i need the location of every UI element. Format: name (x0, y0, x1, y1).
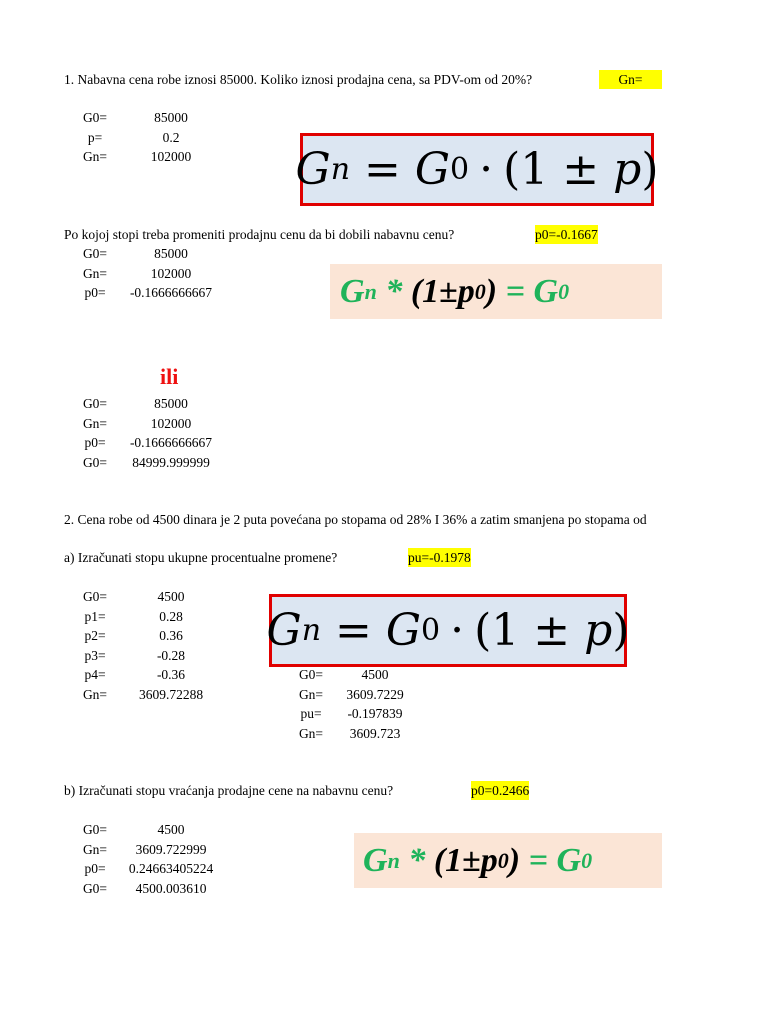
task1-question: 1. Nabavna cena robe iznosi 85000. Koliko iznosi prodajna cena, sa PDV-om od 20%? (64, 72, 533, 87)
formula-open: (1± (410, 272, 458, 310)
row-label: G0= (82, 589, 108, 604)
row-label: G0= (82, 110, 108, 125)
row-value: 102000 (150, 265, 192, 281)
row-value: 102000 (150, 149, 192, 164)
row-label: p0= (84, 285, 106, 300)
formula-sub-zero: 0 (497, 847, 509, 873)
row-value: -0.1666666667 (129, 435, 213, 450)
row-label: p1= (84, 608, 106, 624)
formula-close: ) (508, 841, 521, 879)
row-value: 0.2 (162, 129, 180, 145)
formula-equals: = (520, 841, 557, 879)
formula-sub-n: n (364, 278, 377, 304)
row-label: G0= (298, 667, 324, 682)
formula-sub-n: n (387, 847, 400, 873)
row-value: 3609.7229 (346, 686, 404, 702)
row-value: -0.1666666667 (129, 285, 213, 300)
row-label: p0= (84, 435, 106, 450)
formula-open: (1± (433, 841, 481, 879)
row-value: 4500 (157, 589, 185, 604)
row-label: Gn= (298, 686, 324, 702)
row-value: 85000 (154, 396, 188, 411)
formula-g: G (295, 144, 331, 195)
task1b-answer-cell: p0=-0.1667 (535, 227, 598, 242)
formula-g: G (363, 841, 388, 879)
row-value: 0.28 (159, 608, 183, 624)
row-value: 102000 (150, 415, 192, 431)
formula-close: ) (612, 605, 630, 656)
formula-open: (1 ± (503, 144, 614, 195)
task2a-answer-cell: pu=-0.1978 (408, 550, 471, 565)
formula-equals: = (335, 605, 372, 656)
row-value: 0.24663405224 (128, 861, 214, 876)
formula-star: * (399, 841, 434, 879)
row-value: 4500 (157, 822, 185, 837)
row-label: p3= (84, 647, 106, 663)
task2b-question: b) Izračunati stopu vraćanja prodajne cene na nabavnu cenu? (64, 783, 394, 798)
formula-box-2 (330, 264, 662, 319)
formula-sub-n: n (301, 613, 322, 648)
formula-g: G (385, 605, 422, 656)
row-value: 3609.722999 (135, 841, 207, 857)
task1-answer-cell: Gn= (599, 70, 662, 89)
row-value: 4500 (361, 667, 389, 682)
row-value: 85000 (154, 246, 188, 261)
formula-close: ) (641, 144, 659, 195)
task2-question: 2. Cena robe od 4500 dinara je 2 puta povećana po stopama od 28% I 36% a zatim smanjena po stopama od (64, 512, 647, 527)
ili-label: ili (160, 364, 179, 389)
row-label: Gn= (82, 686, 108, 702)
row-value: -0.197839 (347, 706, 403, 721)
formula-sub-n: n (330, 152, 351, 187)
row-value: 84999.999999 (132, 454, 210, 470)
formula-sub-zero: 0 (421, 613, 441, 648)
formula-p: p (480, 841, 498, 879)
task2b-answer-cell: p0=0.2466 (471, 783, 530, 798)
formula-p: p (584, 605, 613, 656)
row-label: Gn= (82, 149, 108, 164)
formula-star: * (376, 272, 411, 310)
row-value: 4500.003610 (135, 880, 207, 896)
row-value: -0.28 (156, 647, 186, 663)
formula-sub-zero: 0 (581, 847, 593, 873)
formula-p: p (457, 272, 475, 310)
row-value: 3609.72288 (138, 686, 204, 702)
row-label: Gn= (82, 415, 108, 431)
formula-sub-zero: 0 (450, 152, 470, 187)
formula-p: p (613, 144, 642, 195)
row-label: p= (87, 129, 103, 145)
formula-sub-zero: 0 (558, 278, 570, 304)
formula-sub-zero: 0 (474, 278, 486, 304)
row-label: Gn= (82, 841, 108, 857)
formula-g: G (340, 272, 365, 310)
formula-dot: · (479, 144, 494, 195)
formula-box-3 (266, 594, 630, 667)
row-label: Gn= (82, 265, 108, 281)
formula-box-4 (354, 833, 662, 888)
formula-g: G (414, 144, 451, 195)
formula-g: G (556, 841, 582, 879)
row-value: 0.36 (159, 628, 183, 643)
formula-dot: · (450, 605, 465, 656)
row-label: p0= (84, 861, 106, 876)
row-value: 3609.723 (349, 725, 401, 741)
row-label: G0= (82, 396, 108, 411)
formula-open: (1 ± (474, 605, 585, 656)
row-label: G0= (82, 822, 108, 837)
row-label: p2= (84, 628, 106, 643)
row-value: -0.36 (156, 667, 186, 682)
formula-box-1 (295, 133, 659, 206)
formula-close: ) (485, 272, 498, 310)
row-label: G0= (82, 246, 108, 261)
formula-equals: = (497, 272, 534, 310)
row-label: Gn= (298, 725, 324, 741)
formula-equals: = (364, 144, 401, 195)
row-label: p4= (84, 667, 106, 682)
row-label: G0= (82, 880, 108, 896)
task2a-question: a) Izračunati stopu ukupne procentualne promene? (64, 550, 338, 565)
formula-g: G (533, 272, 559, 310)
row-label: pu= (300, 706, 322, 721)
row-value: 85000 (154, 110, 188, 125)
row-label: G0= (82, 454, 108, 470)
task1b-question: Po kojoj stopi treba promeniti prodajnu cenu da bi dobili nabavnu cenu? (64, 227, 455, 242)
formula-g: G (266, 605, 302, 656)
